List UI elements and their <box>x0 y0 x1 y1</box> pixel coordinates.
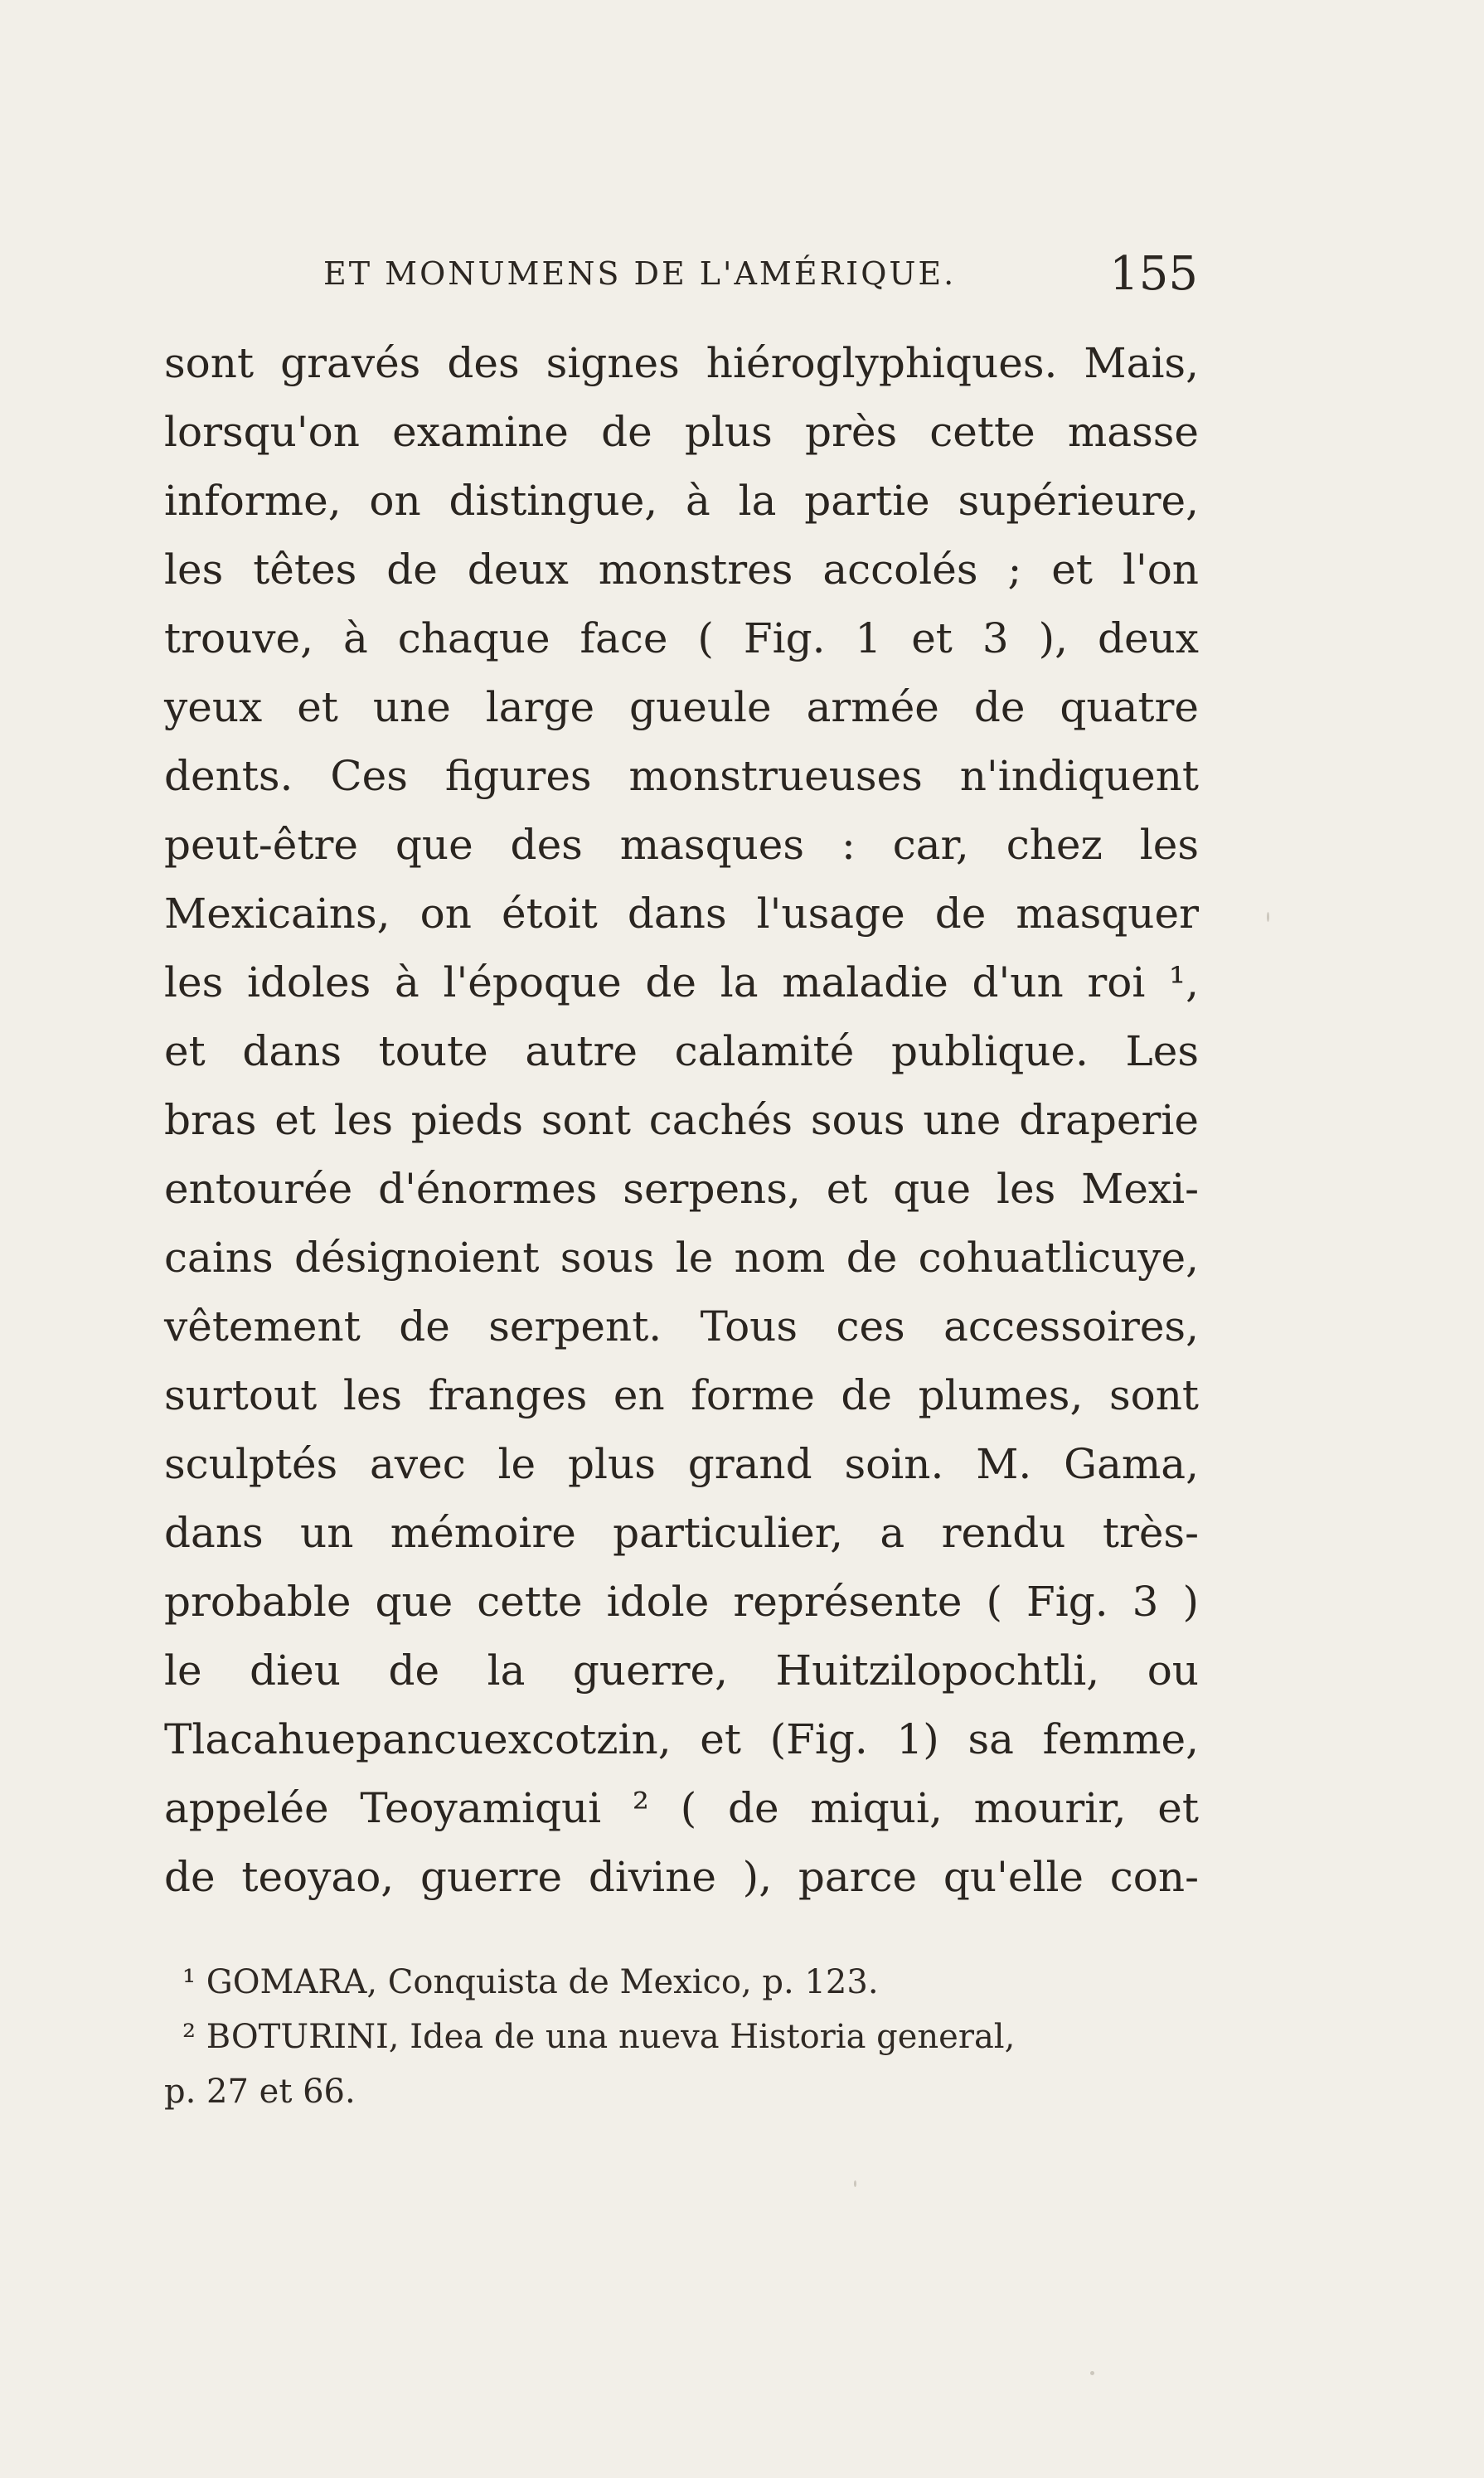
footnote-2-line-1: ² BOTURINI, Idea de una nueva Historia general, <box>182 2018 1016 2056</box>
text-line: yeux et une large gueule armée de quatre <box>164 683 1199 731</box>
text-line: appelée Teoyamiqui ² ( de miqui, mourir, et <box>164 1784 1199 1832</box>
paper-speck <box>1267 912 1269 922</box>
text-line: surtout les franges en forme de plumes, sont <box>164 1371 1199 1419</box>
text-line: peut-être que des masques : car, chez les <box>164 821 1199 869</box>
footnote-1: ¹ GOMARA, Conquista de Mexico, p. 123. <box>182 1963 879 2001</box>
footnote-2-line-2: p. 27 et 66. <box>164 2073 356 2111</box>
text-line: sont gravés des signes hiéroglyphiques. Mais, <box>164 339 1199 387</box>
paper-speck <box>854 2180 856 2187</box>
text-line: Tlacahuepancuexcotzin, et (Fig. 1) sa femme, <box>164 1715 1199 1763</box>
text-line: les idoles à l'époque de la maladie d'un roi ¹, <box>164 958 1199 1006</box>
text-line: trouve, à chaque face ( Fig. 1 et 3 ), deux <box>164 614 1199 662</box>
text-line: cains désignoient sous le nom de cohuatlicuye, <box>164 1234 1199 1282</box>
text-line: informe, on distingue, à la partie supérieure, <box>164 477 1199 525</box>
running-title: ET MONUMENS DE L'AMÉRIQUE. <box>323 255 957 292</box>
text-line: dents. Ces figures monstrueuses n'indiquent <box>164 752 1199 800</box>
text-line: vêtement de serpent. Tous ces accessoires, <box>164 1302 1199 1351</box>
text-line: sculptés avec le plus grand soin. M. Gama, <box>164 1440 1199 1488</box>
paper-speck <box>1090 2371 1094 2375</box>
text-line: probable que cette idole représente ( Fig. 3 ) <box>164 1578 1199 1626</box>
page-number: 155 <box>1109 247 1198 301</box>
footnotes <box>164 1955 1043 2119</box>
text-line: bras et les pieds sont cachés sous une draperie <box>164 1096 1199 1144</box>
text-line: de teoyao, guerre divine ), parce qu'elle con- <box>164 1853 1199 1901</box>
text-line: les têtes de deux monstres accolés ; et l'on <box>164 546 1199 594</box>
text-line: lorsqu'on examine de plus près cette masse <box>164 408 1199 456</box>
body-text <box>164 329 1199 1912</box>
text-line: et dans toute autre calamité publique. Les <box>164 1027 1199 1075</box>
text-line: entourée d'énormes serpens, et que les Mexi- <box>164 1165 1199 1213</box>
text-line: le dieu de la guerre, Huitzilopochtli, ou <box>164 1646 1199 1695</box>
running-head <box>166 247 1198 301</box>
text-line: Mexicains, on étoit dans l'usage de masquer <box>164 890 1199 938</box>
text-line: dans un mémoire particulier, a rendu très- <box>164 1509 1199 1557</box>
